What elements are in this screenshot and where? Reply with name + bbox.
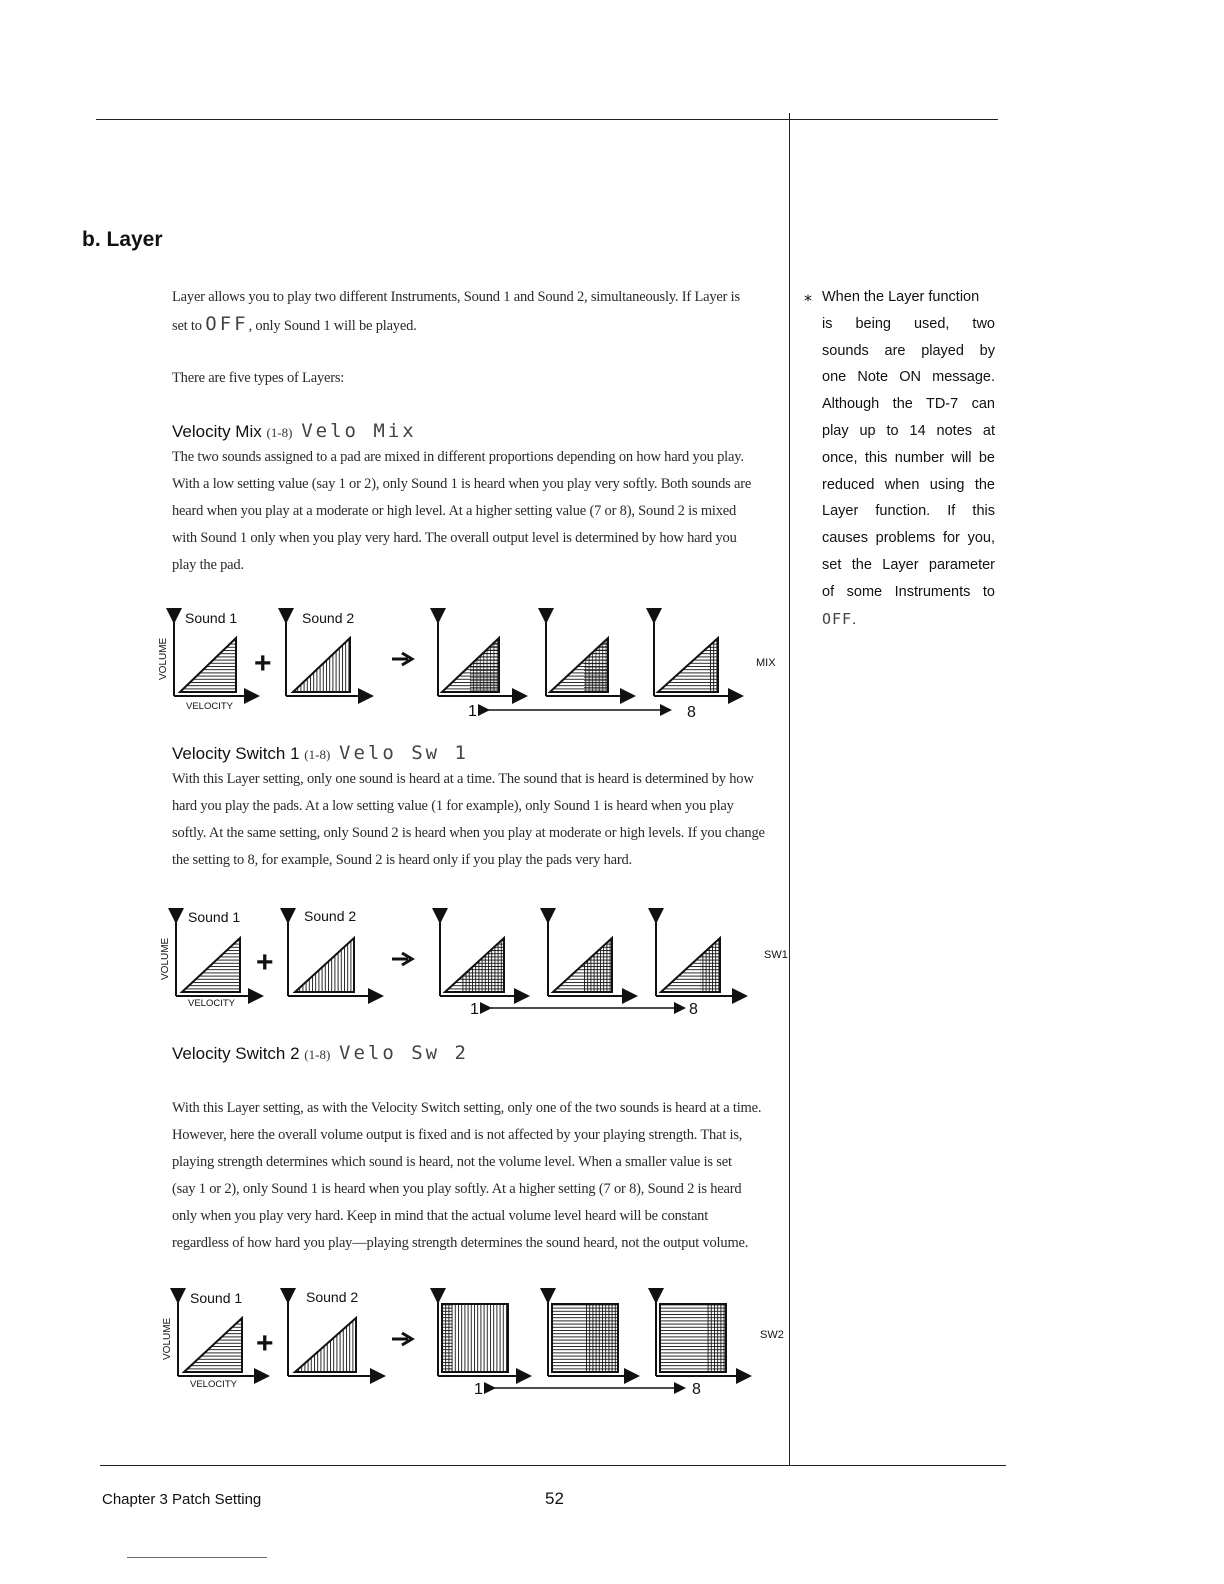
velocity-axis-label: VELOCITY	[186, 701, 233, 712]
sidebar-line: sounds are played by	[822, 342, 995, 359]
sidebar-line: once, this number will be	[822, 449, 995, 466]
velocity-axis-label: VELOCITY	[188, 998, 235, 1009]
mix-label: MIX	[756, 657, 776, 669]
sidebar-line: set the Layer parameter	[822, 556, 995, 573]
footer-blue-line	[127, 1557, 267, 1558]
velocity-switch-2-line: However, here the overall volume output is fixed and is not affected by your playing strength. That is,	[172, 1127, 743, 1143]
velocity-switch-2-title: Velocity Switch 2	[172, 1044, 300, 1063]
mix-result-2	[546, 616, 628, 696]
page-number: 52	[545, 1489, 564, 1508]
sidebar-line: play up to 14 notes at	[822, 422, 995, 439]
sidebar-line: Layer function. If this	[822, 503, 995, 520]
sw2-diagram	[154, 1282, 794, 1404]
sidebar-note	[805, 284, 995, 633]
velocity-mix-line: With a low setting value (say 1 or 2), only Sound 1 is heard when you play very softly. Both sounds are	[172, 476, 752, 492]
velocity-switch-2-line: With this Layer setting, as with the Velocity Switch setting, only one of the two sounds is heard at a time.	[172, 1100, 762, 1116]
sidebar-line: is being used, two	[822, 315, 995, 332]
range-start: 1	[470, 1001, 479, 1018]
velocity-switch-2-line: regardless of how hard you play—playing strength determines the sound heard, not the output volume.	[172, 1235, 749, 1251]
sound2-ramp	[295, 1318, 356, 1372]
sw1-result-1	[440, 916, 522, 996]
velocity-switch-1-line: With this Layer setting, only one sound is heard at a time. The sound that is heard is determined by how	[172, 771, 754, 787]
range-end: 8	[689, 1001, 698, 1018]
column-divider	[789, 113, 790, 1465]
sidebar-off-lcd: OFF	[822, 609, 853, 628]
sw1-result-2	[548, 916, 630, 996]
velocity-axis-label: VELOCITY	[190, 1379, 237, 1390]
plus-sign: +	[254, 647, 272, 680]
velocity-switch-2-line: only when you play very hard. Keep in mind that the actual volume level heard will be constant	[172, 1208, 709, 1224]
velocity-switch-2-text	[172, 1095, 784, 1257]
velocity-mix-line: play the pad.	[172, 557, 244, 573]
velocity-switch-1-line: hard you play the pads. At a low setting value (1 for example), only Sound 1 is heard when you play	[172, 798, 734, 814]
velocity-switch-2-lcd: Velo Sw 2	[339, 1042, 469, 1064]
plus-sign: +	[256, 1327, 274, 1360]
mix-result-1	[438, 616, 520, 696]
intro-line-2-pre: set to	[172, 318, 206, 334]
sound2-label: Sound 2	[306, 1289, 359, 1305]
sidebar-lcd-line	[805, 606, 995, 634]
volume-axis-label: VOLUME	[158, 637, 169, 680]
velocity-mix-line: with Sound 1 only when you play very hard. The overall output level is determined by how hard you	[172, 530, 737, 546]
range-start: 1	[474, 1381, 483, 1398]
sound2-ramp	[295, 938, 354, 992]
intro-line-2-post: , only Sound 1 will be played.	[248, 318, 417, 334]
volume-axis-label: VOLUME	[162, 1317, 173, 1360]
range-end: 8	[687, 704, 696, 721]
sw2-result-3	[656, 1296, 744, 1376]
velocity-mix-line: The two sounds assigned to a pad are mixed in different proportions depending on how hard you play.	[172, 449, 744, 465]
range-start: 1	[468, 703, 477, 720]
asterisk-icon: ⁎	[804, 288, 812, 305]
intro-line-1: Layer allows you to play two different Instruments, Sound 1 and Sound 2, simultaneously. If Layer is	[172, 289, 740, 305]
intro-line-3: There are five types of Layers:	[172, 370, 345, 386]
plus-sign: +	[256, 946, 274, 979]
section-title: b. Layer	[82, 228, 163, 251]
velocity-switch-1-range: (1-8)	[304, 747, 331, 762]
velocity-switch-2-range: (1-8)	[304, 1047, 331, 1062]
velocity-mix-line: heard when you play at a moderate or high level. At a higher setting value (7 or 8), Sound 2 is mixed	[172, 503, 737, 519]
sidebar-line: reduced when using the	[822, 476, 995, 493]
velocity-switch-1-heading	[172, 742, 469, 764]
sidebar-line: When the Layer function	[822, 289, 980, 305]
sound1-label: Sound 1	[190, 1290, 243, 1306]
velocity-switch-2-heading	[172, 1042, 469, 1064]
sw2-result-1	[438, 1296, 524, 1376]
sound1-ramp	[184, 1318, 242, 1372]
velocity-switch-1-lcd: Velo Sw 1	[339, 742, 469, 764]
velocity-switch-1-title: Velocity Switch 1	[172, 744, 300, 763]
velocity-switch-1-line: softly. At the same setting, only Sound 2 is heard when you play at moderate or high levels. If you change	[172, 825, 765, 841]
result-arrow	[392, 653, 412, 665]
sound1-label: Sound 1	[188, 909, 241, 925]
sw1-label: SW1	[764, 949, 788, 961]
velocity-mix-text	[172, 444, 784, 579]
sidebar-lcd-suffix: .	[852, 611, 857, 628]
velocity-switch-2-line: playing strength determines which sound is heard, not the volume level. When a smaller value is set	[172, 1154, 732, 1170]
result-arrow	[392, 953, 412, 965]
volume-axis-label: VOLUME	[160, 937, 171, 980]
sw1-diagram	[152, 902, 792, 1024]
range-end: 8	[692, 1381, 701, 1398]
sound1-ramp	[182, 938, 240, 992]
velocity-mix-title: Velocity Mix	[172, 422, 262, 441]
sw2-result-2	[548, 1296, 632, 1376]
bottom-rule	[100, 1465, 1006, 1466]
sw2-label: SW2	[760, 1329, 784, 1341]
mix-diagram	[150, 602, 790, 724]
sidebar-line: one Note ON message.	[822, 369, 995, 386]
sound1-ramp	[180, 638, 236, 692]
off-lcd-text: OFF	[205, 313, 249, 335]
velocity-switch-1-line: the setting to 8, for example, Sound 2 is heard only if you play the pads very hard.	[172, 852, 632, 868]
top-rule	[96, 119, 998, 120]
sound1-label: Sound 1	[185, 610, 238, 626]
velocity-switch-2-line: (say 1 or 2), only Sound 1 is heard when you play softly. At a higher setting (7 or 8), Sound 2 is heard	[172, 1181, 742, 1197]
velocity-mix-range: (1-8)	[266, 425, 293, 440]
mix-result-3	[654, 616, 736, 696]
velocity-switch-1-text	[172, 766, 784, 874]
velocity-mix-heading	[172, 420, 417, 442]
result-arrow	[392, 1333, 412, 1345]
sound2-ramp	[293, 638, 350, 692]
sidebar-line: causes problems for you,	[822, 530, 995, 547]
footer-chapter: Chapter 3 Patch Setting	[102, 1491, 262, 1508]
sidebar-line: Although the TD-7 can	[822, 396, 995, 413]
intro-line-2	[172, 311, 782, 340]
sound2-label: Sound 2	[304, 908, 357, 924]
sw1-result-3	[656, 916, 740, 996]
sound2-label: Sound 2	[302, 610, 355, 626]
intro-text	[172, 284, 782, 392]
velocity-mix-lcd: Velo Mix	[301, 420, 417, 442]
sidebar-line: of some Instruments to	[822, 583, 995, 600]
